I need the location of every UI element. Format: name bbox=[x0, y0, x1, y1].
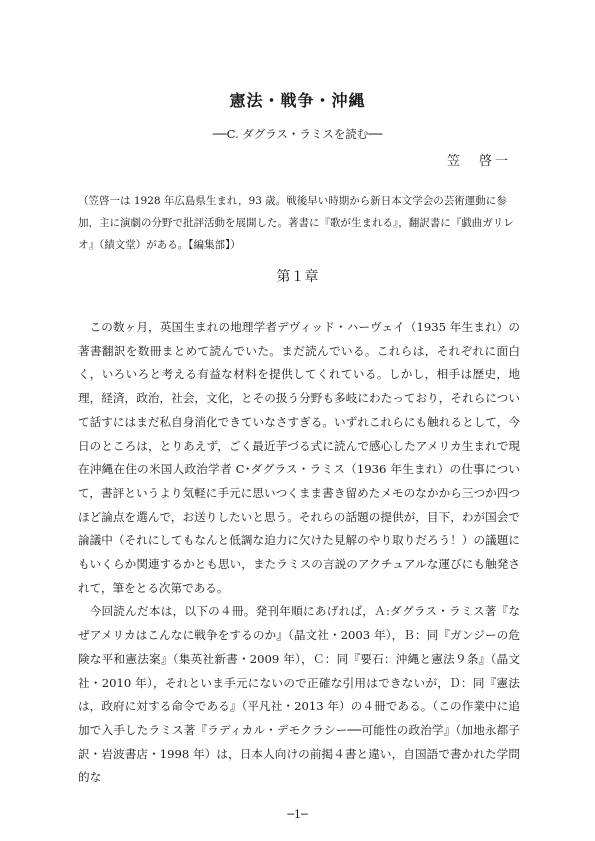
author-name: 笠 啓一 bbox=[446, 154, 511, 169]
editor-note: （笠啓一は 1928 年広島県生まれ，93 歳。戦後早い時期から新日本文学会の芸術運動に参加，主に演劇の分野で批評活動を展開した。著書に『歌が生まれる』，翻訳書に『戯曲ガリレオ』（績文堂）がある。【編集部】） bbox=[78, 195, 514, 251]
article-title: 憲法・戦争・沖縄 bbox=[229, 91, 366, 110]
chapter-heading: 第１章 bbox=[276, 269, 319, 285]
paragraph: 今回読んだ本は，以下の４冊。発刊年順にあげれば，Ａ:ダグラス・ラミス著『なぜアメリカはこんなに戦争をするのか』（晶文社・2003 年），Ｂ：同『ガンジーの危険な平和憲法案』（集英社新書・2009 年），Ｃ：同『要石：沖縄と憲法９条』（晶文社・2010 年），それといま手元にないので正確な引用はできないが，Ｄ：同『憲法は，政府に対する命令である』（平凡社・2013 年）の４冊である。（この作業中に追加で入手したラミス著『ラディカル・デモクラシー──可能性の政治学』（加地永都子訳・岩波書店・1998 年）は，日本人向けの前掲４書と違い，自国語で書かれた学問的な bbox=[78, 604, 520, 785]
article-subtitle: ──C. ダグラス・ラミスを読む── bbox=[212, 127, 383, 141]
paragraph: この数ヶ月，英国生まれの地理学者デヴィッド・ハーヴェイ（1935 年生まれ）の著書翻訳を数冊まとめて読んでいた。まだ読んでいる。これらは，それぞれに面白く，いろいろと考える有益な材料を提供してくれている。しかし，相手は歴史，地理，経済，政治，社会，文化，とその扱う分野も多岐にわたっており，それらについて話すにはまだ私自身消化できていなさすぎる。いずれこれらにも触れるとして，今日のところは，とりあえず，ごく最近芋づる式に読んで感心したアメリカ生まれで現在沖縄在住の米国人政治学者 C･ダグラス・ラミス（1936 年生まれ）の仕事について，書評というより気軽に手元に思いつくまま書き留めたメモのなかから三つか四つほど論点を選んで，お送りしたいと思う。それらの話題の提供が，目下，わが国会で論議中（それにしてもなんと低調な迫力に欠けた見解のやり取りだろう！）の議題にもいくらか関連するかとも思い，またラミスの言説のアクチュアルな運びにも触発されて，筆をとる次第である。 bbox=[78, 320, 520, 595]
page-number: ─1─ bbox=[287, 808, 308, 821]
body-text bbox=[78, 316, 520, 790]
